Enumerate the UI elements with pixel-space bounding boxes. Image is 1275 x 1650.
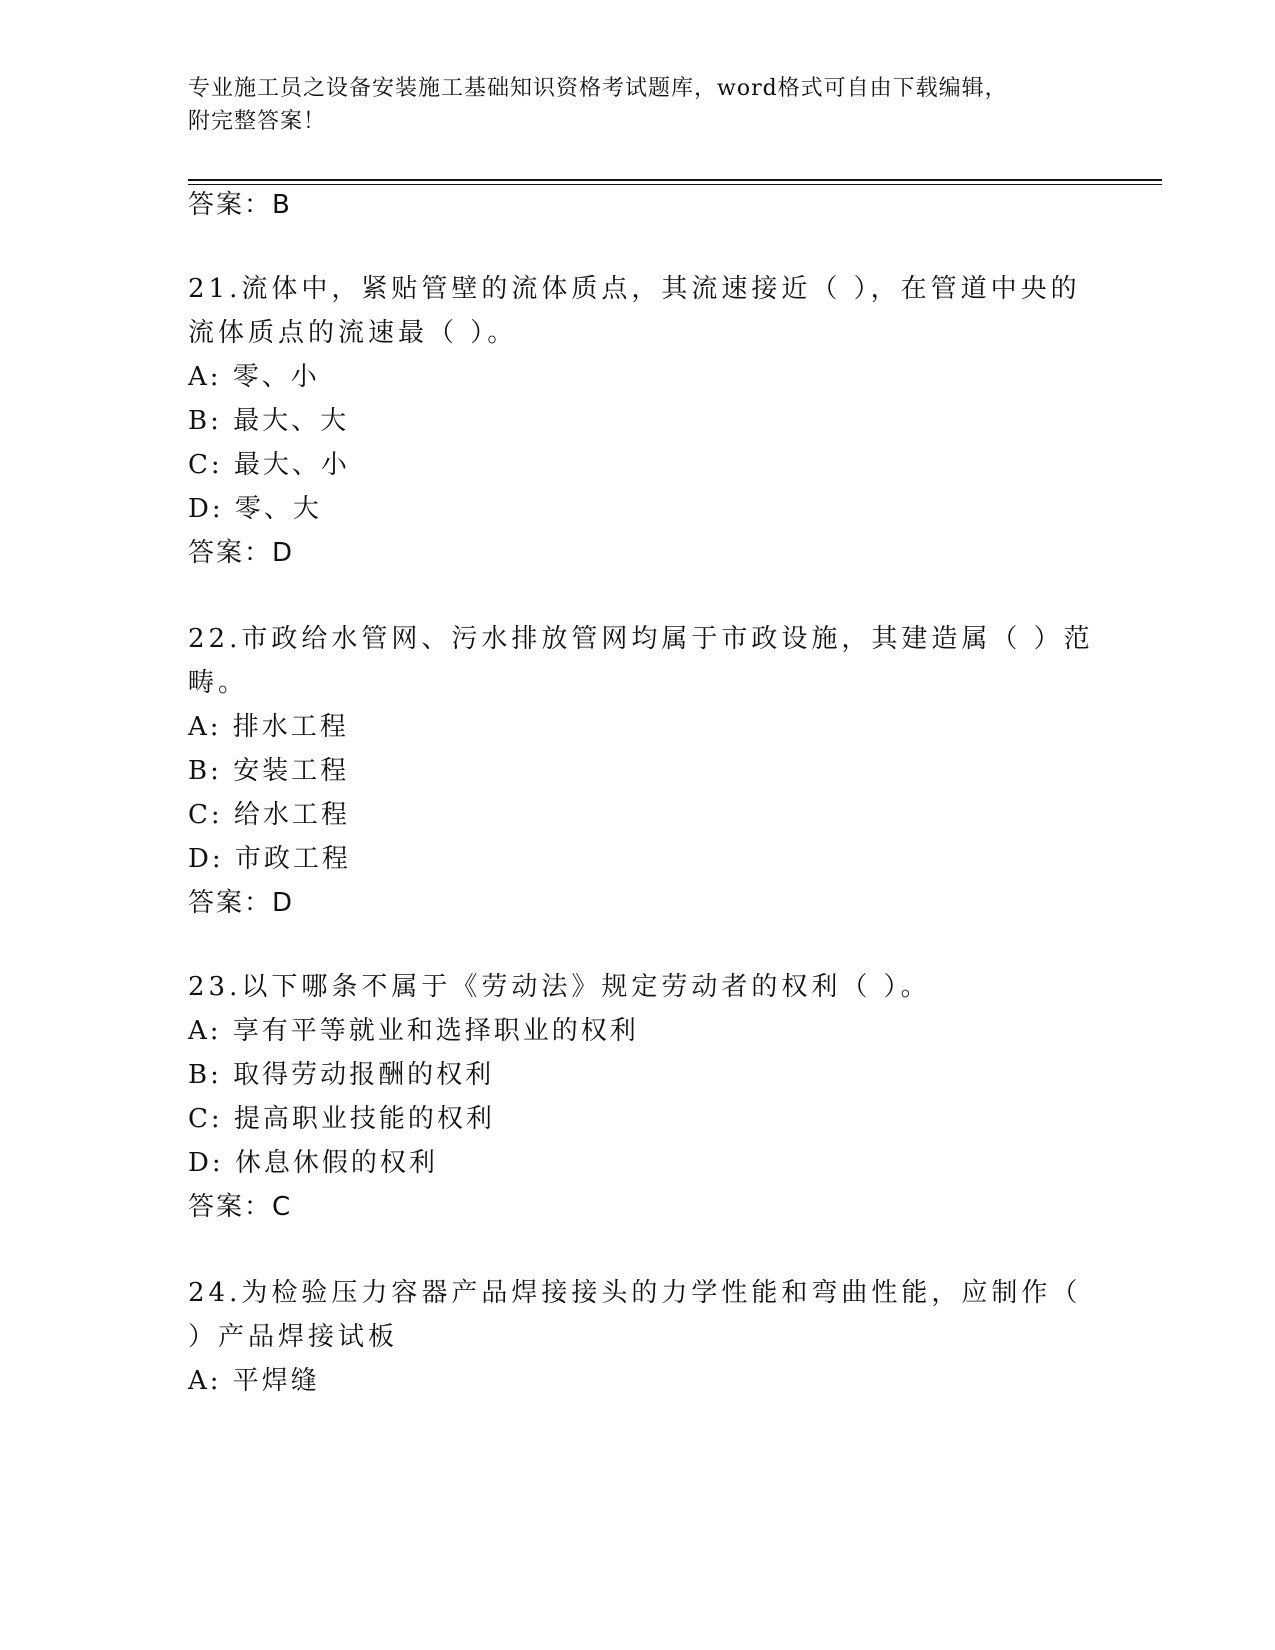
question-24-stem-line-2: ）产品焊接试板 <box>188 1322 399 1352</box>
question-22-stem-line-1: 22.市政给水管网、污水排放管网均属于市政设施，其建造属（ ）范 <box>188 624 1094 654</box>
question-22-option-a: A: 排水工程 <box>188 712 349 742</box>
question-22-option-b: B: 安装工程 <box>188 756 350 786</box>
previous-answer: 答案：B <box>188 190 292 220</box>
question-23-stem-line-1: 23.以下哪条不属于《劳动法》规定劳动者的权利（ ）。 <box>188 972 931 1002</box>
question-22-option-c: C: 给水工程 <box>188 800 350 830</box>
question-21-answer: 答案：D <box>188 538 295 568</box>
question-23-option-a: A: 享有平等就业和选择职业的权利 <box>188 1016 639 1046</box>
header-divider-thin <box>188 184 1162 185</box>
header-divider-thick <box>188 179 1162 181</box>
question-21-option-a: A: 零、小 <box>188 362 320 392</box>
question-21-stem-line-1: 21.流体中，紧贴管壁的流体质点，其流速接近（ ），在管道中央的 <box>188 274 1081 304</box>
question-21-option-b: B: 最大、大 <box>188 406 350 436</box>
question-24-stem-line-1: 24.为检验压力容器产品焊接接头的力学性能和弯曲性能，应制作（ <box>188 1278 1082 1308</box>
question-23-answer: 答案：C <box>188 1192 293 1222</box>
question-22-answer: 答案：D <box>188 888 295 918</box>
question-21-option-d: D: 零、大 <box>188 494 322 524</box>
question-23-option-b: B: 取得劳动报酬的权利 <box>188 1060 495 1090</box>
header-line-2: 附完整答案！ <box>188 109 327 134</box>
question-23-option-c: C: 提高职业技能的权利 <box>188 1104 495 1134</box>
question-22-stem-line-2: 畴。 <box>188 668 249 698</box>
question-21-option-c: C: 最大、小 <box>188 450 350 480</box>
question-24-option-a: A: 平焊缝 <box>188 1366 320 1396</box>
question-22-option-d: D: 市政工程 <box>188 844 351 874</box>
document-header <box>188 72 1088 138</box>
question-21-stem-line-2: 流体质点的流速最（ ）。 <box>188 318 518 348</box>
header-line-1: 专业施工员之设备安装施工基础知识资格考试题库，word格式可自由下载编辑， <box>188 76 1008 101</box>
question-23-option-d: D: 休息休假的权利 <box>188 1148 438 1178</box>
